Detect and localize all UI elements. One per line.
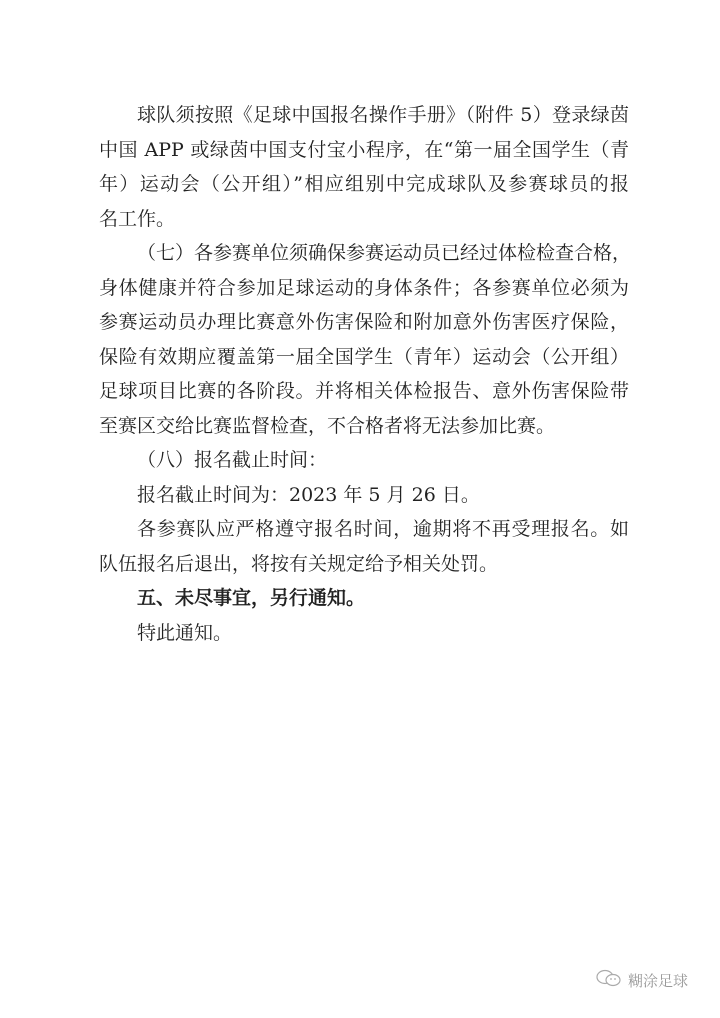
text-line: 特此通知。: [137, 621, 233, 644]
text-line: 身体健康并符合参加足球运动的身体条件；各参赛单位必须为: [99, 276, 629, 299]
text-line: 足球项目比赛的各阶段。并将相关体检报告、意外伤害保险带: [99, 380, 629, 402]
text-line: 各参赛队应严格遵守报名时间，逾期将不再受理报名。如: [137, 518, 629, 540]
wechat-icon: [596, 968, 622, 992]
text-line: 至赛区交给比赛监督检查，不合格者将无法参加比赛。: [99, 414, 556, 437]
watermark-text: 糊涂足球: [628, 971, 689, 990]
text-line: 年）运动会（公开组）”相应组别中完成球队及参赛球员的报: [99, 173, 629, 195]
text-line: 球队须按照《足球中国报名操作手册》（附件 5）登录绿茵: [137, 104, 629, 126]
section-heading: 五、未尽事宜，另行通知。: [137, 587, 366, 609]
text-line: 参赛运动员办理比赛意外伤害保险和附加意外伤害医疗保险，: [99, 311, 629, 333]
document-body: [99, 98, 632, 650]
text-line: 队伍报名后退出，将按有关规定给予相关处罚。: [99, 552, 499, 575]
text-line: 保险有效期应覆盖第一届全国学生（青年）运动会（公开组）: [99, 345, 629, 368]
watermark: [596, 968, 688, 992]
text-line: 报名截止时间为：2023 年 5 月 26 日。: [137, 483, 480, 506]
text-line: 名工作。: [99, 207, 176, 230]
text-line: （八）报名截止时间：: [137, 449, 328, 471]
text-line: 中国 APP 或绿茵中国支付宝小程序，在“第一届全国学生（青: [99, 138, 629, 161]
text-line: （七）各参赛单位须确保参赛运动员已经过体检检查合格，: [137, 242, 632, 264]
